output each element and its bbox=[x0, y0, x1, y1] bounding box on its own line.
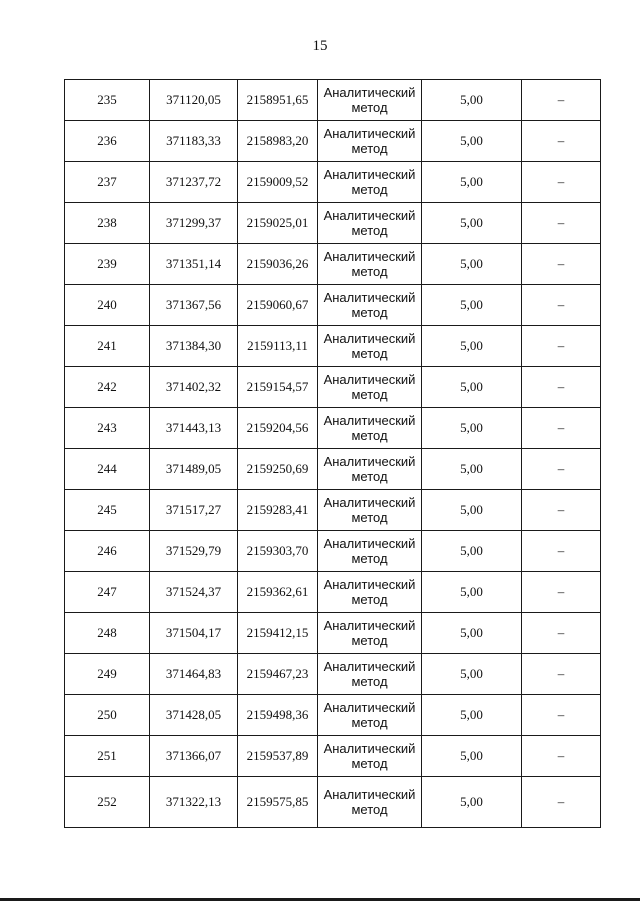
method-line-2: метод bbox=[351, 592, 388, 607]
table-row bbox=[65, 572, 601, 613]
x-coordinate-cell: 371384,30 bbox=[150, 326, 238, 367]
x-coordinate-cell: 371489,05 bbox=[150, 449, 238, 490]
note-cell: – bbox=[522, 695, 601, 736]
method-line-1: Аналитический bbox=[323, 85, 416, 100]
method-line-1: Аналитический bbox=[323, 331, 416, 346]
table-row bbox=[65, 531, 601, 572]
note-cell: – bbox=[522, 613, 601, 654]
method-cell bbox=[318, 326, 422, 367]
table-row bbox=[65, 121, 601, 162]
accuracy-cell: 5,00 bbox=[422, 326, 522, 367]
x-coordinate-cell: 371366,07 bbox=[150, 736, 238, 777]
note-cell: – bbox=[522, 162, 601, 203]
x-coordinate-cell: 371351,14 bbox=[150, 244, 238, 285]
table-row bbox=[65, 408, 601, 449]
method-cell bbox=[318, 490, 422, 531]
note-cell: – bbox=[522, 490, 601, 531]
x-coordinate-cell: 371367,56 bbox=[150, 285, 238, 326]
note-cell: – bbox=[522, 736, 601, 777]
method-line-1: Аналитический bbox=[323, 577, 416, 592]
point-number-cell: 245 bbox=[65, 490, 150, 531]
accuracy-cell: 5,00 bbox=[422, 203, 522, 244]
method-line-2: метод bbox=[351, 100, 388, 115]
method-cell bbox=[318, 449, 422, 490]
method-cell bbox=[318, 121, 422, 162]
table-row bbox=[65, 326, 601, 367]
method-cell bbox=[318, 285, 422, 326]
point-number-cell: 237 bbox=[65, 162, 150, 203]
accuracy-cell: 5,00 bbox=[422, 736, 522, 777]
y-coordinate-cell: 2159283,41 bbox=[238, 490, 318, 531]
y-coordinate-cell: 2159537,89 bbox=[238, 736, 318, 777]
point-number-cell: 247 bbox=[65, 572, 150, 613]
x-coordinate-cell: 371322,13 bbox=[150, 777, 238, 828]
coordinates-table bbox=[64, 79, 601, 828]
table-row bbox=[65, 449, 601, 490]
y-coordinate-cell: 2159036,26 bbox=[238, 244, 318, 285]
note-cell: – bbox=[522, 244, 601, 285]
method-line-1: Аналитический bbox=[323, 787, 416, 802]
point-number-cell: 235 bbox=[65, 80, 150, 121]
note-cell: – bbox=[522, 408, 601, 449]
point-number-cell: 236 bbox=[65, 121, 150, 162]
y-coordinate-cell: 2159060,67 bbox=[238, 285, 318, 326]
point-number-cell: 240 bbox=[65, 285, 150, 326]
method-line-1: Аналитический bbox=[323, 700, 416, 715]
table-row bbox=[65, 654, 601, 695]
x-coordinate-cell: 371402,32 bbox=[150, 367, 238, 408]
accuracy-cell: 5,00 bbox=[422, 695, 522, 736]
method-line-2: метод bbox=[351, 510, 388, 525]
table-row bbox=[65, 490, 601, 531]
table-row bbox=[65, 695, 601, 736]
y-coordinate-cell: 2159412,15 bbox=[238, 613, 318, 654]
method-line-2: метод bbox=[351, 633, 388, 648]
method-line-1: Аналитический bbox=[323, 659, 416, 674]
note-cell: – bbox=[522, 572, 601, 613]
point-number-cell: 241 bbox=[65, 326, 150, 367]
method-cell bbox=[318, 408, 422, 449]
method-line-1: Аналитический bbox=[323, 536, 416, 551]
method-line-2: метод bbox=[351, 756, 388, 771]
note-cell: – bbox=[522, 531, 601, 572]
coordinates-table-body bbox=[65, 80, 601, 828]
method-line-2: метод bbox=[351, 387, 388, 402]
point-number-cell: 248 bbox=[65, 613, 150, 654]
bottom-border bbox=[0, 898, 640, 901]
page-number: 15 bbox=[312, 38, 328, 54]
x-coordinate-cell: 371524,37 bbox=[150, 572, 238, 613]
point-number-cell: 251 bbox=[65, 736, 150, 777]
x-coordinate-cell: 371120,05 bbox=[150, 80, 238, 121]
method-line-1: Аналитический bbox=[323, 372, 416, 387]
point-number-cell: 249 bbox=[65, 654, 150, 695]
accuracy-cell: 5,00 bbox=[422, 367, 522, 408]
method-line-2: метод bbox=[351, 802, 388, 817]
y-coordinate-cell: 2159575,85 bbox=[238, 777, 318, 828]
accuracy-cell: 5,00 bbox=[422, 531, 522, 572]
method-line-1: Аналитический bbox=[323, 413, 416, 428]
x-coordinate-cell: 371183,33 bbox=[150, 121, 238, 162]
method-line-2: метод bbox=[351, 346, 388, 361]
y-coordinate-cell: 2159009,52 bbox=[238, 162, 318, 203]
method-line-1: Аналитический bbox=[323, 618, 416, 633]
method-line-2: метод bbox=[351, 715, 388, 730]
method-line-1: Аналитический bbox=[323, 208, 416, 223]
method-line-2: метод bbox=[351, 674, 388, 689]
accuracy-cell: 5,00 bbox=[422, 613, 522, 654]
table-row bbox=[65, 244, 601, 285]
y-coordinate-cell: 2159154,57 bbox=[238, 367, 318, 408]
method-cell bbox=[318, 203, 422, 244]
y-coordinate-cell: 2159204,56 bbox=[238, 408, 318, 449]
point-number-cell: 244 bbox=[65, 449, 150, 490]
method-cell bbox=[318, 531, 422, 572]
method-cell bbox=[318, 654, 422, 695]
method-line-1: Аналитический bbox=[323, 741, 416, 756]
method-line-1: Аналитический bbox=[323, 495, 416, 510]
accuracy-cell: 5,00 bbox=[422, 80, 522, 121]
y-coordinate-cell: 2159362,61 bbox=[238, 572, 318, 613]
x-coordinate-cell: 371299,37 bbox=[150, 203, 238, 244]
y-coordinate-cell: 2159025,01 bbox=[238, 203, 318, 244]
accuracy-cell: 5,00 bbox=[422, 162, 522, 203]
accuracy-cell: 5,00 bbox=[422, 285, 522, 326]
method-line-1: Аналитический bbox=[323, 126, 416, 141]
table-row bbox=[65, 203, 601, 244]
accuracy-cell: 5,00 bbox=[422, 572, 522, 613]
method-cell bbox=[318, 572, 422, 613]
table-row bbox=[65, 736, 601, 777]
accuracy-cell: 5,00 bbox=[422, 408, 522, 449]
table-row bbox=[65, 777, 601, 828]
note-cell: – bbox=[522, 285, 601, 326]
method-cell bbox=[318, 80, 422, 121]
x-coordinate-cell: 371443,13 bbox=[150, 408, 238, 449]
x-coordinate-cell: 371237,72 bbox=[150, 162, 238, 203]
note-cell: – bbox=[522, 203, 601, 244]
x-coordinate-cell: 371428,05 bbox=[150, 695, 238, 736]
note-cell: – bbox=[522, 777, 601, 828]
point-number-cell: 250 bbox=[65, 695, 150, 736]
method-line-2: метод bbox=[351, 469, 388, 484]
table-row bbox=[65, 367, 601, 408]
method-line-2: метод bbox=[351, 223, 388, 238]
y-coordinate-cell: 2159250,69 bbox=[238, 449, 318, 490]
y-coordinate-cell: 2159498,36 bbox=[238, 695, 318, 736]
method-line-2: метод bbox=[351, 305, 388, 320]
point-number-cell: 239 bbox=[65, 244, 150, 285]
method-cell bbox=[318, 367, 422, 408]
accuracy-cell: 5,00 bbox=[422, 244, 522, 285]
y-coordinate-cell: 2159303,70 bbox=[238, 531, 318, 572]
point-number-cell: 243 bbox=[65, 408, 150, 449]
table-row bbox=[65, 613, 601, 654]
method-line-2: метод bbox=[351, 428, 388, 443]
method-cell bbox=[318, 695, 422, 736]
table-row bbox=[65, 80, 601, 121]
point-number-cell: 252 bbox=[65, 777, 150, 828]
note-cell: – bbox=[522, 654, 601, 695]
method-cell bbox=[318, 244, 422, 285]
accuracy-cell: 5,00 bbox=[422, 777, 522, 828]
note-cell: – bbox=[522, 367, 601, 408]
method-cell bbox=[318, 736, 422, 777]
method-line-2: метод bbox=[351, 141, 388, 156]
accuracy-cell: 5,00 bbox=[422, 654, 522, 695]
method-line-1: Аналитический bbox=[323, 167, 416, 182]
note-cell: – bbox=[522, 449, 601, 490]
method-line-2: метод bbox=[351, 182, 388, 197]
accuracy-cell: 5,00 bbox=[422, 449, 522, 490]
method-line-1: Аналитический bbox=[323, 290, 416, 305]
point-number-cell: 242 bbox=[65, 367, 150, 408]
table-row bbox=[65, 162, 601, 203]
x-coordinate-cell: 371464,83 bbox=[150, 654, 238, 695]
point-number-cell: 246 bbox=[65, 531, 150, 572]
x-coordinate-cell: 371517,27 bbox=[150, 490, 238, 531]
x-coordinate-cell: 371504,17 bbox=[150, 613, 238, 654]
y-coordinate-cell: 2159467,23 bbox=[238, 654, 318, 695]
x-coordinate-cell: 371529,79 bbox=[150, 531, 238, 572]
method-cell bbox=[318, 777, 422, 828]
y-coordinate-cell: 2158951,65 bbox=[238, 80, 318, 121]
method-cell bbox=[318, 162, 422, 203]
accuracy-cell: 5,00 bbox=[422, 121, 522, 162]
accuracy-cell: 5,00 bbox=[422, 490, 522, 531]
note-cell: – bbox=[522, 80, 601, 121]
y-coordinate-cell: 2159113,11 bbox=[238, 326, 318, 367]
point-number-cell: 238 bbox=[65, 203, 150, 244]
note-cell: – bbox=[522, 121, 601, 162]
method-cell bbox=[318, 613, 422, 654]
table-row bbox=[65, 285, 601, 326]
y-coordinate-cell: 2158983,20 bbox=[238, 121, 318, 162]
method-line-2: метод bbox=[351, 551, 388, 566]
method-line-2: метод bbox=[351, 264, 388, 279]
method-line-1: Аналитический bbox=[323, 454, 416, 469]
note-cell: – bbox=[522, 326, 601, 367]
method-line-1: Аналитический bbox=[323, 249, 416, 264]
